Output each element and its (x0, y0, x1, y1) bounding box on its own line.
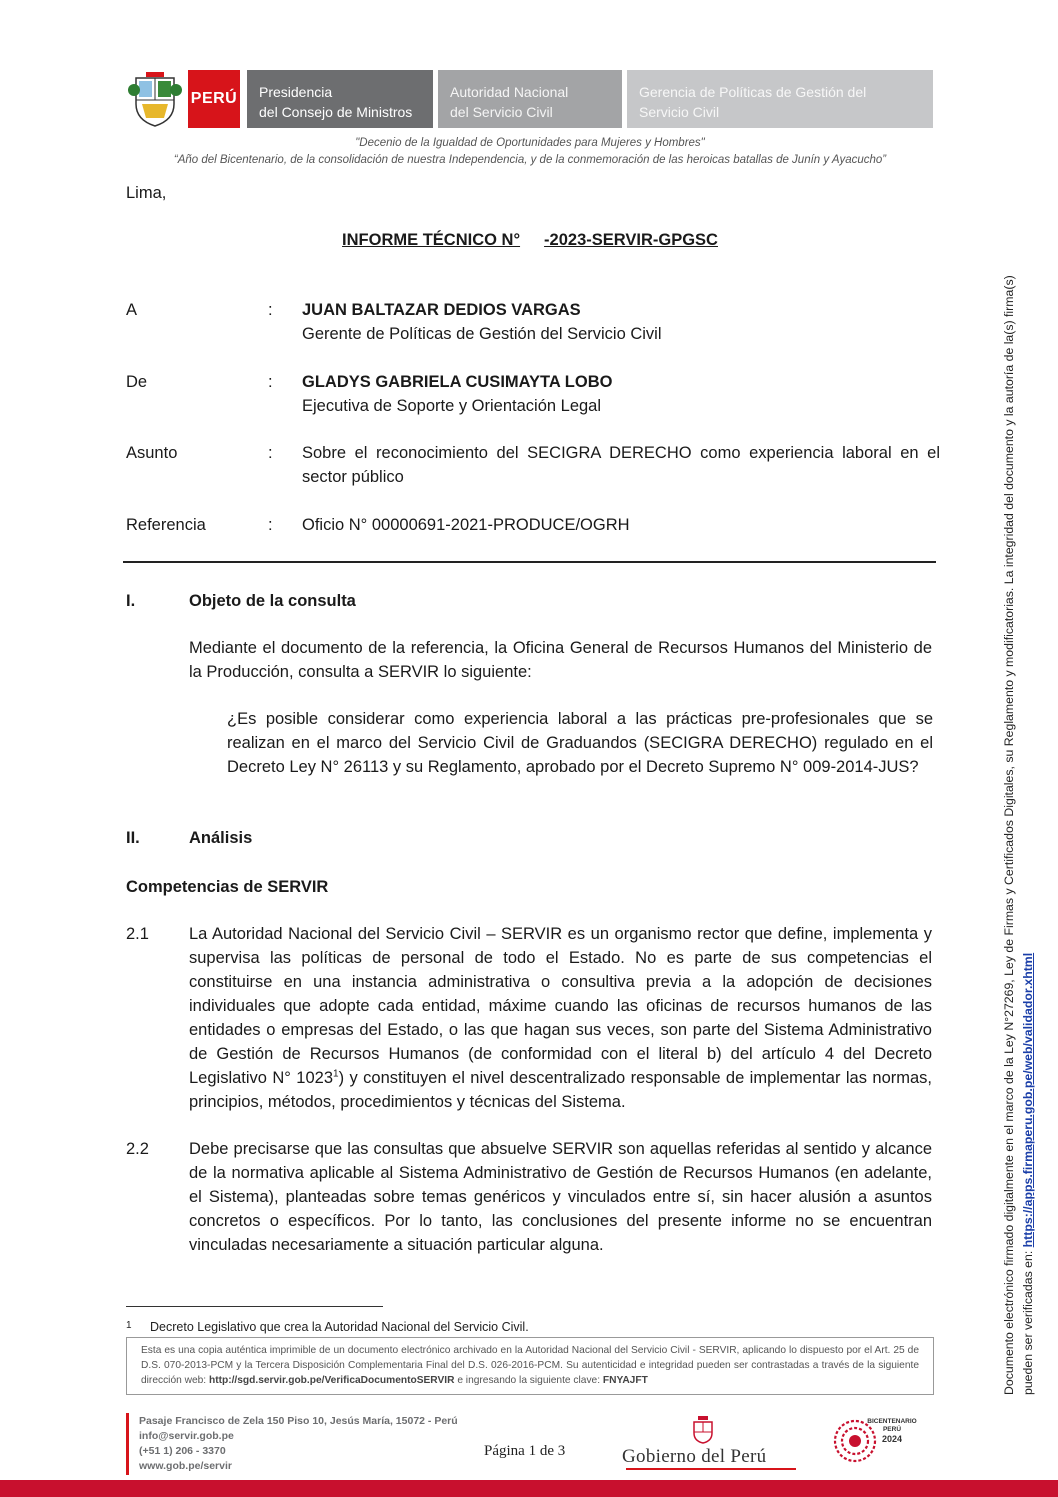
motto-bicentenario: “Año del Bicentenario, de la consolidación de nuestra Independencia, y de la conmemoración de las heroicas batallas de Junín y Ayacucho” (173, 154, 887, 166)
paragraph-2-1-text-a: La Autoridad Nacional del Servicio Civil – SERVIR es un organismo rector que define, implementa y supervisa las políticas de personal de todo el Estado. No es parte de sus competencias el constituirse en una instancia administrativa o consultiva previa a la adopción de decisiones individuales que adopte cada entidad, máxime cuando las oficinas de recursos humanos de las entidades o empresas del Estado, o las que hagan sus veces, son parte del Sistema Administrativo de Gestión de Recursos Humanos (de conformidad con el literal b) del artículo 4 del Decreto Legislativo N° 1023 (189, 925, 932, 1087)
gobierno-crest-icon (690, 1416, 716, 1444)
footer-address: Pasaje Francisco de Zela 150 Piso 10, Jesús María, 15072 - Perú (139, 1415, 458, 1427)
header-gerencia-box (627, 70, 933, 128)
footer-phone: (+51 1) 206 - 3370 (139, 1445, 226, 1457)
header-servir-line1: Autoridad Nacional (450, 84, 569, 100)
section-1-intro: Mediante el documento de la referencia, la Oficina General de Recursos Humanos del Ministerio de la Producción, consulta a SERVIR lo siguiente: (189, 639, 932, 681)
report-title-left: INFORME TÉCNICO N° (342, 231, 521, 249)
footer-contact (139, 1414, 458, 1474)
footer-accent-bar (126, 1413, 129, 1475)
memo-from-name: GLADYS GABRIELA CUSIMAYTA LOBO (302, 373, 613, 391)
memo-reference-text: Oficio N° 00000691-2021-PRODUCE/OGRH (302, 516, 630, 534)
footnote-ref-1[interactable]: 1 (333, 1068, 339, 1080)
peru-coat-of-arms-icon (128, 70, 182, 128)
paragraph-2-2-number: 2.2 (126, 1140, 149, 1158)
digital-signature-line2-text: pueden ser verificadas en: (1021, 1250, 1035, 1395)
memo-from-colon: : (268, 373, 273, 391)
header-gerencia-line2: Servicio Civil (639, 104, 720, 120)
report-title-right: -2023-SERVIR-GPGSC (544, 231, 718, 249)
bicentenario-year: 2024 (881, 1434, 903, 1444)
memo-subject-label: Asunto (126, 444, 178, 462)
verification-key: FNYAJFT (602, 1375, 648, 1386)
gobierno-underline (626, 1468, 796, 1470)
memo-reference-label: Referencia (126, 516, 206, 534)
memo-subject-colon: : (268, 444, 273, 462)
paragraph-2-1-number: 2.1 (126, 925, 149, 943)
authenticity-key-label: e ingresando la siguiente clave: (457, 1375, 601, 1386)
bicentenario-line2: PERÚ (882, 1426, 902, 1433)
memo-to-role: Gerente de Políticas de Gestión del Servicio Civil (302, 325, 662, 343)
bicentenario-line1: BICENTENARIO (867, 1418, 917, 1425)
footer-red-stripe (0, 1480, 1058, 1497)
validator-link[interactable]: https://apps.firmaperu.gob.pe/web/validador.xhtml (1021, 952, 1035, 1248)
peru-brand-label: PERÚ (188, 70, 240, 128)
digital-signature-line2 (1019, 195, 1038, 1395)
report-title (126, 228, 934, 252)
subsection-competencias-title: Competencias de SERVIR (126, 878, 329, 896)
memo-to-label: A (126, 301, 138, 319)
header-gerencia-line1: Gerencia de Políticas de Gestión del (639, 84, 867, 100)
paragraph-2-2: Debe precisarse que las consultas que absuelve SERVIR son aquellas referidas al sentido y alcance de la normativa aplicable al Sistema Administrativo de Gestión de Recursos Humanos (en adelante, el Sistema), planteadas sobre temas genéricos y vinculados entre sí, sin hacer alusión a asuntos concretos o específicos. Por lo tanto, las conclusiones del presente informe no se encuentran vinculadas necesariamente a situación particular alguna. (189, 1140, 932, 1254)
memo-reference-colon: : (268, 516, 273, 534)
memo-subject-text: Sobre el reconocimiento del SECIGRA DERECHO como experiencia laboral en el sector público (302, 444, 940, 486)
memo-to-name: JUAN BALTAZAR DEDIOS VARGAS (302, 301, 581, 319)
consultation-question: ¿Es posible considerar como experiencia laboral a las prácticas pre-profesionales que se realizan en el marco del Servicio Civil de Graduandos (SECIGRA DERECHO) regulado en el Decreto Ley N° 26113 y su Reglamento, aprobado por el Decreto Supremo N° 009-2014-JUS? (227, 710, 933, 776)
paragraph-2-1-text-b: ) y constituyen el nivel descentralizado responsable de implementar las normas, principios, métodos, procedimientos y técnicas del Sistema. (189, 1069, 932, 1111)
header-servir-line2: del Servicio Civil (450, 104, 553, 120)
page-number: Página 1 de 3 (484, 1443, 566, 1459)
memo-from-role: Ejecutiva de Soporte y Orientación Legal (302, 397, 602, 415)
footnote-number: 1 (126, 1320, 132, 1331)
footnote-text: Decreto Legislativo que crea la Autoridad Nacional del Servicio Civil. (150, 1320, 529, 1334)
memo-to-colon: : (268, 301, 273, 319)
section-1-title: Objeto de la consulta (189, 592, 356, 610)
footnote (126, 1320, 529, 1334)
header-pcm-line2: del Consejo de Ministros (259, 104, 413, 120)
gobierno-del-peru-logo-text: Gobierno del Perú (622, 1446, 767, 1467)
verification-url[interactable]: http://sgd.servir.gob.pe/VerificaDocumentoSERVIR (208, 1375, 455, 1386)
header-divider (123, 561, 936, 563)
footer-web[interactable]: www.gob.pe/servir (139, 1460, 232, 1472)
memo-from-label: De (126, 373, 148, 391)
header-pcm-line1: Presidencia (259, 84, 333, 100)
header-servir-box (438, 70, 622, 128)
authenticity-notice (126, 1337, 934, 1395)
paragraph-2-1 (189, 922, 932, 1114)
section-2-title: Análisis (189, 829, 253, 847)
digital-signature-notice (1000, 195, 1038, 1395)
motto-decenio: "Decenio de la Igualdad de Oportunidades para Mujeres y Hombres" (355, 137, 705, 149)
place-date: Lima, (126, 184, 167, 202)
header-pcm-box (247, 70, 433, 128)
section-2-number: II. (126, 829, 140, 847)
bicentenario-text (862, 1418, 922, 1444)
digital-signature-line1: Documento electrónico firmado digitalmente en el marco de la Ley N°27269, Ley de Firmas y Certificados Digitales, su Reglamento y modificatorias. La integridad del documento y la autoría de la(s) firma(s) (1002, 275, 1016, 1395)
section-1-number: I. (126, 592, 136, 610)
authenticity-text: Esta es una copia auténtica imprimible de un documento electrónico archivado en la Autoridad Nacional del Servicio Civil - SERVIR, aplicando lo dispuesto por el Art. 25 de D.S. 070-2013-PCM y la Tercera Disposición Complementaria Final del D.S. 026-2016-PCM. Su autenticidad e integridad pueden ser contrastadas a través de la siguiente dirección web: (141, 1345, 919, 1386)
footnote-divider (126, 1306, 383, 1307)
footer-email[interactable]: info@servir.gob.pe (139, 1430, 234, 1442)
